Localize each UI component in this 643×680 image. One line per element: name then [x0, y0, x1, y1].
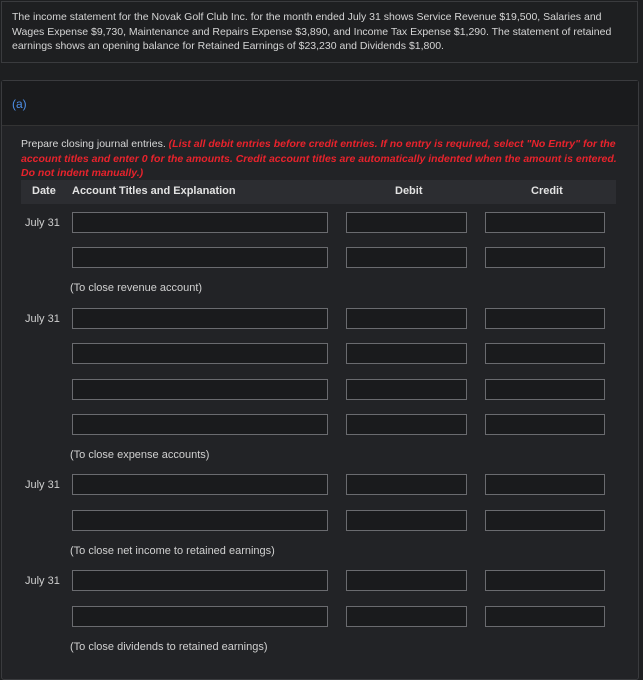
entry-2-row-3-debit-input[interactable] — [346, 379, 467, 400]
table-header — [21, 180, 616, 204]
entry-2-row-1-account-input[interactable] — [72, 308, 328, 329]
entry-3-row-2-credit-input[interactable] — [485, 510, 605, 531]
entry-4-date: July 31 — [25, 575, 60, 587]
entry-2-row-4-debit-input[interactable] — [346, 414, 467, 435]
entry-1-row-1-account-input[interactable] — [72, 212, 328, 233]
entry-4-row-2-account-input[interactable] — [72, 606, 328, 627]
entry-2-date: July 31 — [25, 313, 60, 325]
entry-2-row-1-credit-input[interactable] — [485, 308, 605, 329]
instructions-note: (List all debit entries before credit entries. If no entry is required, select "No Entry" for the account titles and enter 0 for the amounts. Credit account titles are automatically indented when the amount is entered. Do not indent manually.) — [21, 138, 617, 179]
header-date: Date — [32, 185, 56, 197]
problem-text: The income statement for the Novak Golf Club Inc. for the month ended July 31 shows Service Revenue $19,500, Salaries and Wages Expense $9,730, Maintenance and Repairs Expense $3,890, and Income Tax Expense $1,290. The statement of retained earnings shows an opening balance for Retained Earnings of $23,230 and Dividends $1,800. — [12, 11, 612, 52]
entry-1-row-2-credit-input[interactable] — [485, 247, 605, 268]
entry-2-row-4-credit-input[interactable] — [485, 414, 605, 435]
entry-3-row-2-account-input[interactable] — [72, 510, 328, 531]
entry-2-row-3-account-input[interactable] — [72, 379, 328, 400]
entry-3-row-2-debit-input[interactable] — [346, 510, 467, 531]
entry-2-row-2-credit-input[interactable] — [485, 343, 605, 364]
entry-1-row-2-debit-input[interactable] — [346, 247, 467, 268]
instructions — [21, 137, 621, 181]
entry-1-date: July 31 — [25, 217, 60, 229]
entry-3-row-1-debit-input[interactable] — [346, 474, 467, 495]
instructions-main: Prepare closing journal entries. — [21, 138, 169, 150]
entry-1-row-2-account-input[interactable] — [72, 247, 328, 268]
entry-2-row-2-account-input[interactable] — [72, 343, 328, 364]
entry-2-row-1-debit-input[interactable] — [346, 308, 467, 329]
entry-4-row-2-debit-input[interactable] — [346, 606, 467, 627]
entry-1-row-1-debit-input[interactable] — [346, 212, 467, 233]
entry-4-row-1-credit-input[interactable] — [485, 570, 605, 591]
entry-2-row-2-debit-input[interactable] — [346, 343, 467, 364]
part-label: (a) — [12, 97, 27, 111]
header-account: Account Titles and Explanation — [72, 185, 236, 197]
entry-1-row-1-credit-input[interactable] — [485, 212, 605, 233]
entry-1-explanation: (To close revenue account) — [70, 282, 203, 294]
entry-3-row-1-credit-input[interactable] — [485, 474, 605, 495]
entry-2-explanation: (To close expense accounts) — [70, 449, 210, 461]
entry-3-row-1-account-input[interactable] — [72, 474, 328, 495]
entry-4-row-2-credit-input[interactable] — [485, 606, 605, 627]
header-debit: Debit — [395, 185, 423, 197]
part-header — [2, 81, 638, 126]
entry-4-row-1-debit-input[interactable] — [346, 570, 467, 591]
entry-2-row-3-credit-input[interactable] — [485, 379, 605, 400]
entry-4-row-1-account-input[interactable] — [72, 570, 328, 591]
entry-3-date: July 31 — [25, 479, 60, 491]
entry-3-explanation: (To close net income to retained earnings) — [70, 545, 275, 557]
entry-2-row-4-account-input[interactable] — [72, 414, 328, 435]
entry-4-explanation: (To close dividends to retained earnings) — [70, 641, 268, 653]
header-credit: Credit — [531, 185, 563, 197]
problem-statement — [1, 1, 638, 63]
